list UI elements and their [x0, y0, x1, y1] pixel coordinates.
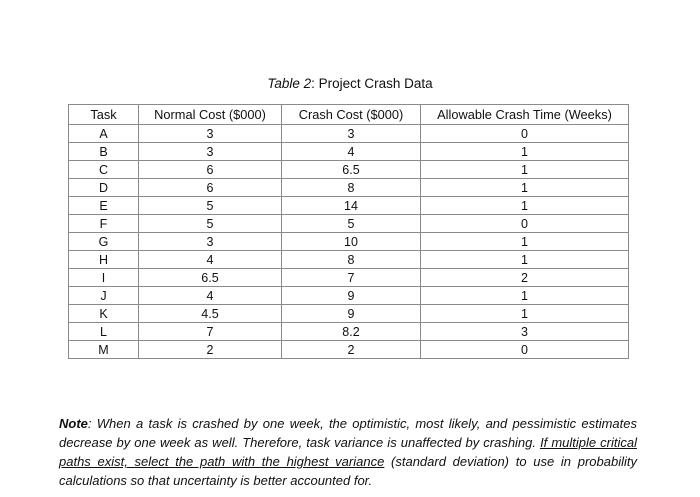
cell-normal-cost: 4 [139, 251, 282, 269]
cell-task: B [69, 143, 139, 161]
cell-task: J [69, 287, 139, 305]
note-colon: : [87, 416, 92, 431]
cell-crash-cost: 6.5 [282, 161, 421, 179]
table-row [69, 287, 629, 305]
cell-crash-cost: 2 [282, 341, 421, 359]
table-row [69, 269, 629, 287]
cell-allowable-crash-time: 1 [421, 251, 629, 269]
cell-task: F [69, 215, 139, 233]
cell-normal-cost: 7 [139, 323, 282, 341]
table-row [69, 197, 629, 215]
table-row [69, 215, 629, 233]
note-text-1: When a task is crashed by one week, the optimistic, most likely, and pessimistic estimates decrease by one week as well. Therefore, task variance is unaffected by crashing. [59, 416, 637, 450]
cell-crash-cost: 3 [282, 125, 421, 143]
cell-normal-cost: 5 [139, 215, 282, 233]
cell-crash-cost: 8 [282, 251, 421, 269]
cell-allowable-crash-time: 1 [421, 287, 629, 305]
cell-normal-cost: 6.5 [139, 269, 282, 287]
header-allowable-crash-time: Allowable Crash Time (Weeks) [421, 105, 629, 125]
cell-crash-cost: 7 [282, 269, 421, 287]
cell-crash-cost: 8 [282, 179, 421, 197]
header-crash-cost: Crash Cost ($000) [282, 105, 421, 125]
cell-normal-cost: 6 [139, 161, 282, 179]
cell-allowable-crash-time: 1 [421, 179, 629, 197]
cell-crash-cost: 4 [282, 143, 421, 161]
table-row [69, 323, 629, 341]
table-caption [0, 76, 700, 92]
table-row [69, 143, 629, 161]
cell-task: G [69, 233, 139, 251]
header-normal-cost: Normal Cost ($000) [139, 105, 282, 125]
caption-title: : Project Crash Data [311, 76, 433, 91]
cell-allowable-crash-time: 0 [421, 125, 629, 143]
cell-crash-cost: 9 [282, 305, 421, 323]
cell-normal-cost: 5 [139, 197, 282, 215]
table-row [69, 161, 629, 179]
cell-task: A [69, 125, 139, 143]
cell-allowable-crash-time: 1 [421, 233, 629, 251]
cell-task: K [69, 305, 139, 323]
cell-crash-cost: 14 [282, 197, 421, 215]
note-underlined-text: If multiple critical paths exist, select the path with the highest variance [59, 435, 637, 469]
note-text-2: (standard deviation) to use in probability calculations so that uncertainty is better accounted for. [59, 454, 637, 488]
cell-allowable-crash-time: 3 [421, 323, 629, 341]
cell-crash-cost: 9 [282, 287, 421, 305]
cell-allowable-crash-time: 2 [421, 269, 629, 287]
cell-normal-cost: 4 [139, 287, 282, 305]
table-body [69, 125, 629, 359]
cell-normal-cost: 6 [139, 179, 282, 197]
cell-crash-cost: 10 [282, 233, 421, 251]
table-row [69, 125, 629, 143]
note-label: Note [59, 416, 88, 431]
project-crash-table [68, 104, 629, 359]
cell-task: C [69, 161, 139, 179]
table-row [69, 233, 629, 251]
caption-label: Table 2 [267, 76, 312, 91]
cell-allowable-crash-time: 0 [421, 215, 629, 233]
cell-task: D [69, 179, 139, 197]
cell-crash-cost: 5 [282, 215, 421, 233]
cell-task: H [69, 251, 139, 269]
cell-task: E [69, 197, 139, 215]
header-task: Task [69, 105, 139, 125]
cell-allowable-crash-time: 1 [421, 305, 629, 323]
cell-normal-cost: 3 [139, 233, 282, 251]
table-row [69, 251, 629, 269]
table-row [69, 341, 629, 359]
cell-normal-cost: 2 [139, 341, 282, 359]
cell-normal-cost: 3 [139, 125, 282, 143]
note-paragraph [59, 414, 637, 490]
table-header-row [69, 105, 629, 125]
cell-normal-cost: 4.5 [139, 305, 282, 323]
cell-task: L [69, 323, 139, 341]
cell-normal-cost: 3 [139, 143, 282, 161]
cell-allowable-crash-time: 1 [421, 161, 629, 179]
table-row [69, 305, 629, 323]
cell-task: I [69, 269, 139, 287]
cell-allowable-crash-time: 0 [421, 341, 629, 359]
cell-task: M [69, 341, 139, 359]
cell-crash-cost: 8.2 [282, 323, 421, 341]
table-row [69, 179, 629, 197]
cell-allowable-crash-time: 1 [421, 143, 629, 161]
cell-allowable-crash-time: 1 [421, 197, 629, 215]
